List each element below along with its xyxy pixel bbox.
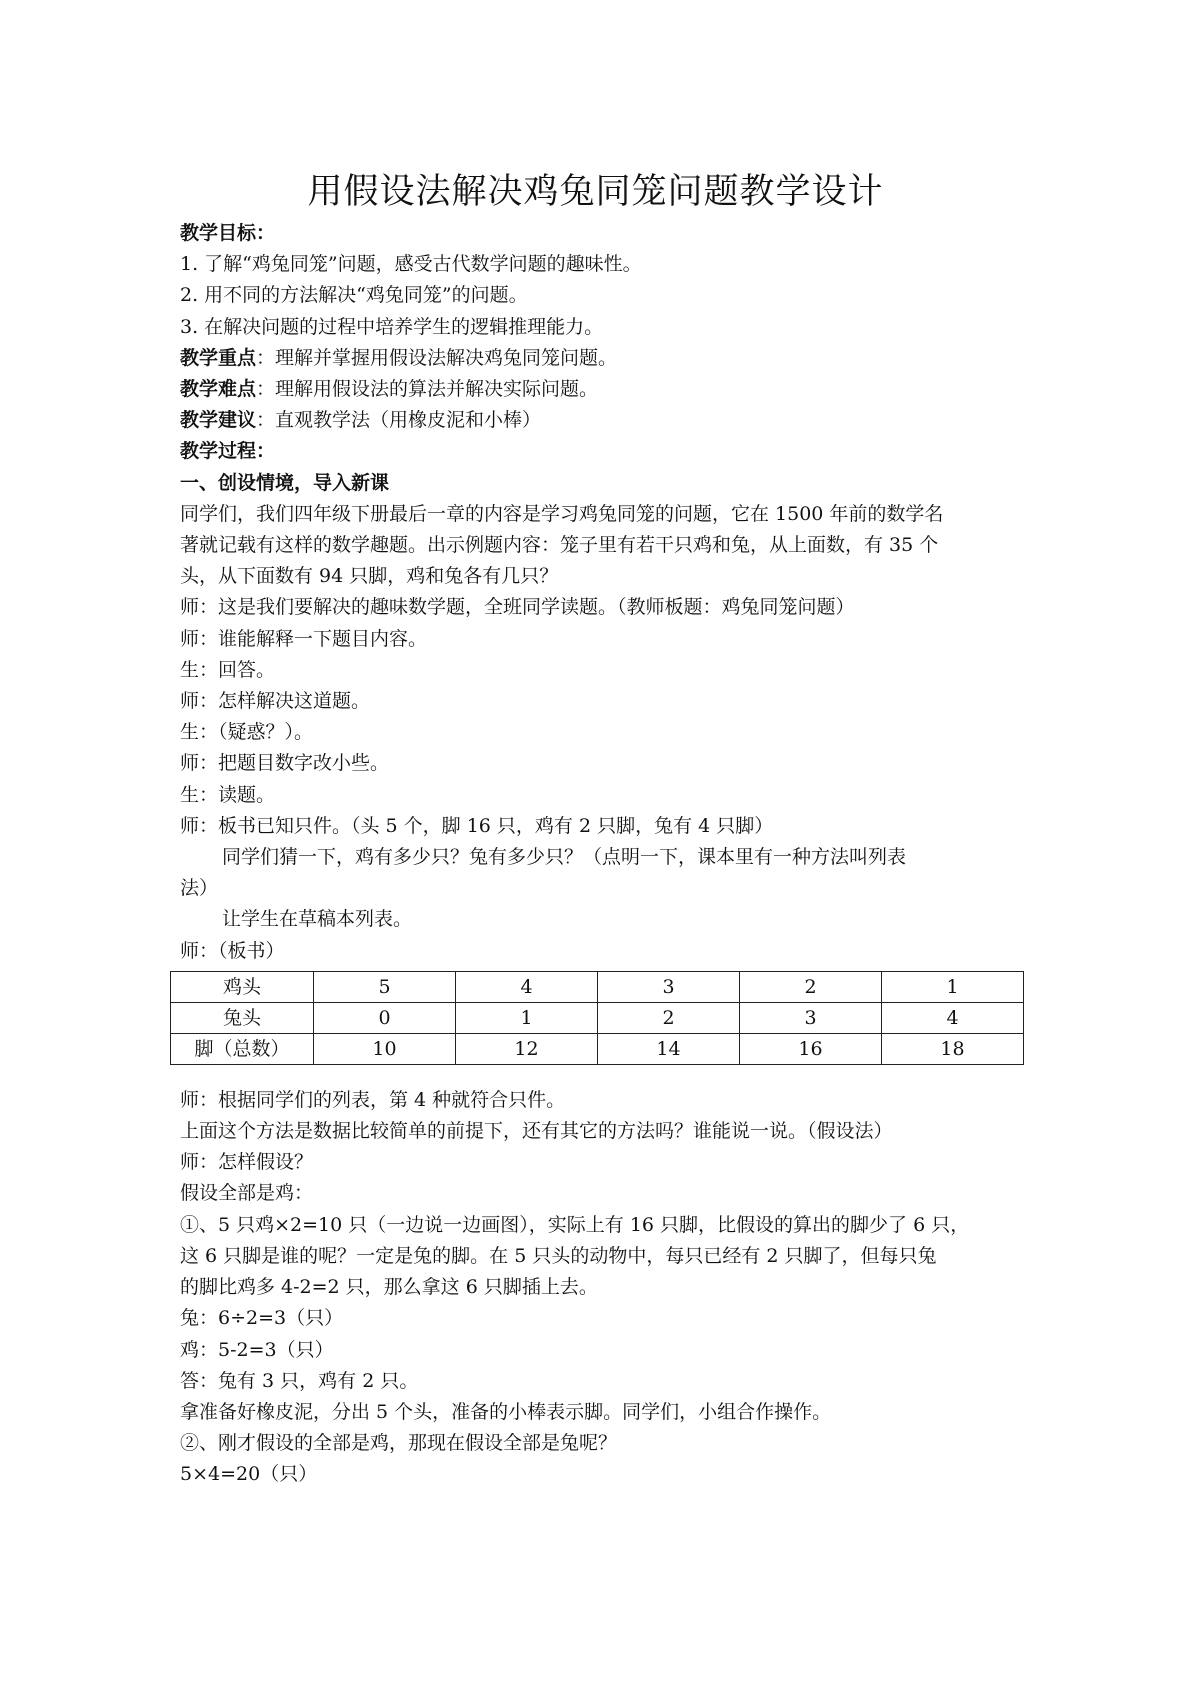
paragraph-line: 这 6 只脚是谁的呢？一定是兔的脚。在 5 只头的动物中，每只已经有 2 只脚了，但每只兔 [180,1244,937,1267]
intro-line: 著就记载有这样的数学趣题。出示例题内容：笼子里有若干只鸡和兔，从上面数，有 35 个 [180,534,939,557]
table-cell: 12 [456,1033,598,1064]
objective-item: 1. 了解“鸡兔同笼”问题，感受古代数学问题的趣味性。 [180,253,642,276]
board-line: 师：（板书） [180,939,285,962]
table-row [171,1033,1024,1064]
difficulty-label: 教学难点 [180,378,257,401]
paragraph-line: 拿准备好橡皮泥，分出 5 个头，准备的小棒表示脚。同学们，小组合作操作。 [180,1400,832,1423]
paragraph-line: 5×4=20（只） [180,1463,318,1486]
row-label: 鸡头 [171,971,314,1002]
document-body [180,218,1030,1491]
key-point-label: 教学重点 [180,346,257,369]
table-cell: 10 [314,1033,456,1064]
table-cell: 18 [882,1033,1024,1064]
paragraph-line: 师：根据同学们的列表，第 4 种就符合只件。 [180,1088,566,1111]
suggestion-label: 教学建议 [180,409,257,432]
objectives-heading: 教学目标： [180,222,276,244]
section-heading: 一、创设情境，导入新课 [180,471,390,494]
paragraph-line: ②、刚才假设的全部是鸡，那现在假设全部是兔呢？ [180,1432,618,1455]
table-row [171,971,1024,1002]
suggestion [180,405,1030,436]
dialogue-line: 师：把题目数字改小些。 [180,752,390,775]
table-cell: 5 [314,971,456,1002]
dialogue-line: 师：这是我们要解决的趣味数学题，全班同学读题。（教师板题：鸡兔同笼问题） [180,596,855,619]
objective-item: 3. 在解决问题的过程中培养学生的逻辑推理能力。 [180,315,604,338]
row-label: 脚（总数） [171,1033,314,1064]
key-point-text: ：理解并掌握用假设法解决鸡兔同笼问题。 [256,346,618,369]
table-cell: 4 [456,971,598,1002]
key-point [180,343,1030,374]
document-title: 用假设法解决鸡兔同笼问题教学设计 [307,172,884,212]
enumeration-table [170,971,1024,1065]
paragraph-line: 师：怎样假设？ [180,1151,314,1174]
paragraph-line: 鸡：5-2=3（只） [180,1338,334,1361]
table-cell: 14 [598,1033,740,1064]
table-cell: 16 [740,1033,882,1064]
dialogue-line: 生：（疑惑？）。 [180,721,314,744]
guess-line: 同学们猜一下，鸡有多少只？兔有多少只？（点明一下，课本里有一种方法叫列表 [222,846,907,869]
table-cell: 1 [456,1002,598,1033]
objective-item: 2. 用不同的方法解决“鸡兔同笼”的问题。 [180,284,528,307]
dialogue-line: 师：板书已知只件。（头 5 个，脚 16 只，鸡有 2 只脚，兔有 4 只脚） [180,814,774,837]
table-cell: 2 [740,971,882,1002]
difficulty [180,374,1030,405]
guess-line-continued: 法） [180,877,219,900]
draft-line: 让学生在草稿本列表。 [222,908,413,931]
intro-line: 同学们，我们四年级下册最后一章的内容是学习鸡兔同笼的问题，它在 1500 年前的数学名 [180,502,944,525]
dialogue-line: 生：读题。 [180,783,276,806]
table-cell: 2 [598,1002,740,1033]
difficulty-text: ：理解用假设法的算法并解决实际问题。 [256,378,599,401]
row-label: 兔头 [171,1002,314,1033]
paragraph-line: 假设全部是鸡： [180,1182,314,1205]
table-cell: 4 [882,1002,1024,1033]
paragraph-line: 兔：6÷2=3（只） [180,1307,344,1330]
table-row [171,1002,1024,1033]
table-cell: 3 [598,971,740,1002]
process-heading: 教学过程： [180,440,276,463]
suggestion-text: ：直观教学法（用橡皮泥和小棒） [256,409,542,432]
table-cell: 3 [740,1002,882,1033]
table-cell: 1 [882,971,1024,1002]
table-cell: 0 [314,1002,456,1033]
paragraph-line: ①、5 只鸡×2=10 只（一边说一边画图），实际上有 16 只脚，比假设的算出的脚少了 6 只， [180,1213,970,1236]
intro-line: 头，从下面数有 94 只脚，鸡和兔各有几只？ [180,565,559,588]
paragraph-line: 上面这个方法是数据比较简单的前提下，还有其它的方法吗？谁能说一说。（假设法） [180,1120,893,1143]
dialogue-line: 师：怎样解决这道题。 [180,690,371,713]
paragraph-line: 的脚比鸡多 4-2=2 只，那么拿这 6 只脚插上去。 [180,1276,598,1299]
paragraph-line: 答：兔有 3 只，鸡有 2 只。 [180,1369,419,1392]
dialogue-line: 生：回答。 [180,658,276,681]
dialogue-line: 师：谁能解释一下题目内容。 [180,627,428,650]
